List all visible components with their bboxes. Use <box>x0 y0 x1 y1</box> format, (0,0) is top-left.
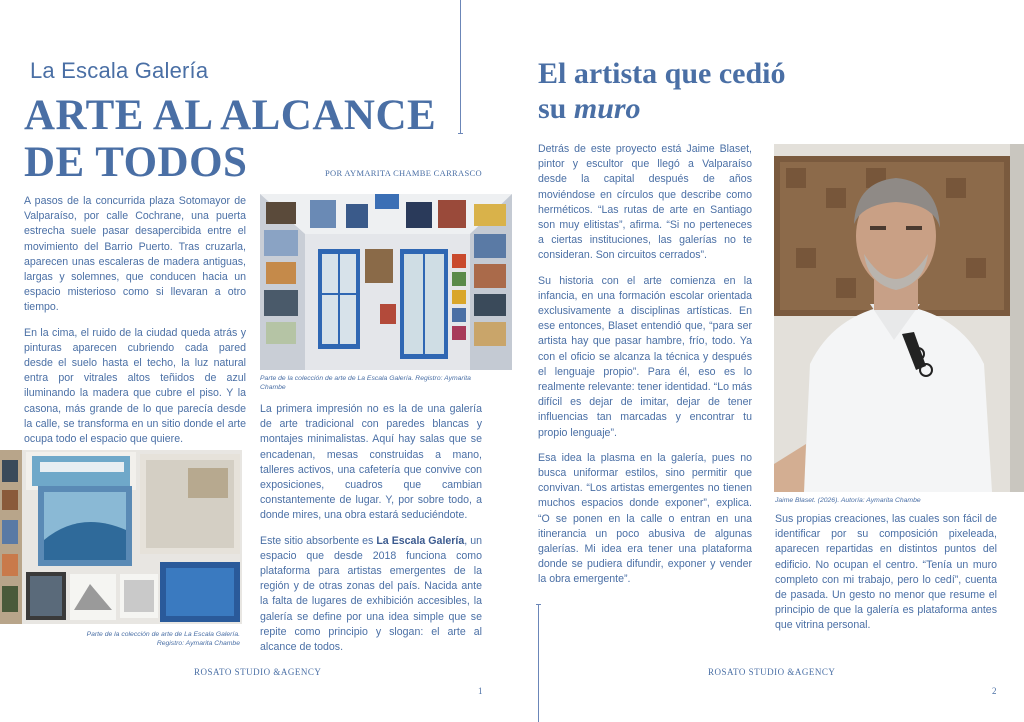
paragraph: Detrás de este proyecto está Jaime Blaset, pintor y escultor que llegó a Valparaíso desde la capital después de años moviéndose en círculos que describe como herméticos. “Las rutas de arte en Santiago son muy elitistas”, afirma. “Si no perteneces a ciertas instituciones, las galerías no te consideran. Son circuitos cerrados”. <box>538 143 752 262</box>
gallery-interior-photo <box>260 194 512 370</box>
paragraph: A pasos de la concurrida plaza Sotomayor de Valparaíso, por calle Cochrane, una puerta estrecha suele pasar desapercibida entre el movimiento del Barrio Puerto. Tras cruzarla, aparecen unas escaleras de madera antiguas, largas y solemnes, que conducen hacia un espacio misterioso como si llevaran a otro tiempo. <box>24 195 246 314</box>
portrait-caption: Jaime Blaset. (2026). Autoría: Aymarita Chambe <box>775 497 921 504</box>
gallery-name-bold: La Escala Galería <box>376 534 465 547</box>
headline-line-2: DE TODOS <box>24 139 248 186</box>
page-2-column-2-text <box>775 512 997 644</box>
page-2-column-1-text <box>538 142 752 598</box>
artist-portrait-photo <box>774 144 1024 492</box>
page-1-number: 1 <box>478 686 483 696</box>
paintings-wall-photo <box>0 450 242 624</box>
paragraph: Esa idea la plasma en la galería, pues no busca uniformar estilos, sino permitir que convivan. “Los artistas emergentes no tienen muchos espacios donde exponer”, explica. “O se ponen en la calle o entran en una itinerancia un poco abusiva de algunas galerías. Mi idea era tener una plataforma donde se pudiera difundir, exponer y vender la obra emergente”. <box>538 451 752 586</box>
paragraph: Su historia con el arte comienza en la infancia, en una formación escolar orientada exclusivamente a disciplinas artísticas. En ese entonces, Blaset entendió que, “para ser artista hay que pasar hambre, frío, todo. Ya con el oficio se alcanza la técnica y después el lenguaje propio”. Para él, eso es lo realmente relevante: tener identidad. “Lo más difícil es dejar de imitar, dejar de tener influencias tan marcadas y encontrar tu propio lenguaje”. <box>538 274 752 439</box>
paragraph: La primera impresión no es la de una galería de arte tradicional con paredes blancas y montajes minimalistas. Aquí hay salas que se encadenan, mesas construidas a mano, talleres activos, una cafetería que convive con exposiciones, cuadros que cambian constantemente de lugar. Y, por sobre todo, a donde mires, una obra estará seduciéndote. <box>260 403 482 522</box>
paragraph: En la cima, el ruido de la ciudad queda atrás y pinturas aparecen cubriendo cada pared desde el suelo hasta el techo, la luz natural entra por vitrales altos teñidos de azul iluminando la madera que cubre el piso. Y la casona, más grande de lo que parecía desde la calle, se transforma en un sitio donde el arte ocupa todo el espacio que quiere. <box>24 326 246 446</box>
paragraph: Este sitio absorbente es La Escala Galería, un espacio que desde 2018 funciona como plataforma para artistas emergentes de la región y de otras zonas del país. Nacida ante la falta de lugares de exhibición accesibles, la galería se define por una idea simple que se repite como principio y slogan: el arte al alcance de todos. <box>260 534 482 654</box>
title-line-1: El artista que cedió <box>538 57 786 90</box>
headline-line-1: ARTE AL ALCANCE <box>24 92 437 139</box>
page-2-number: 2 <box>992 686 997 696</box>
photo-2-caption: Parte de la colección de arte de La Escala Galería. Registro: Aymarita Chambe <box>86 631 240 647</box>
section-kicker: La Escala Galería <box>30 58 209 83</box>
photo-1-caption: Parte de la colección de arte de La Escala Galería. Registro: Aymarita Chambe <box>260 375 471 391</box>
title-italic-word: muro <box>573 92 641 125</box>
column-1-text <box>24 194 246 457</box>
page-1-footer: ROSATO STUDIO &AGENCY <box>194 667 322 677</box>
page-2-title <box>538 56 958 126</box>
column-2-text <box>260 402 482 665</box>
title-line-2: su muro <box>538 92 641 125</box>
page-2-footer: ROSATO STUDIO &AGENCY <box>708 667 836 677</box>
bottom-divider-line <box>538 604 539 722</box>
author-byline: POR AYMARITA CHAMBE CARRASCO <box>325 168 482 178</box>
top-divider-line <box>460 0 461 134</box>
paragraph: Sus propias creaciones, las cuales son fácil de identificar por su composición pixeleada, aparecen repartidas en distintos puntos del edificio. No ocupan el centro. “Tenía un muro completo con mi trabajo, pero lo cedí”, cuenta de pasada. Un gesto no menor que resume el principio de que la galería es plataforma antes que vitrina personal. <box>775 513 997 632</box>
